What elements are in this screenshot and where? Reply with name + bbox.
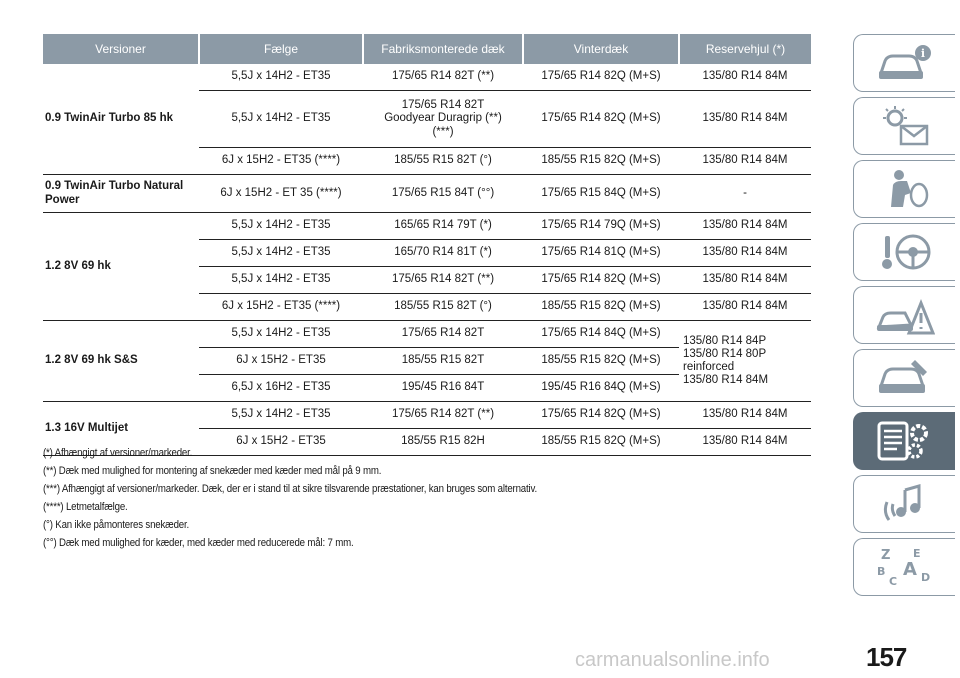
tyre-cell: 185/55 R15 82T (°): [363, 148, 523, 175]
svg-text:E: E: [912, 547, 921, 560]
header-versions: Versioner: [43, 34, 199, 64]
tyre-cell: 165/65 R14 79T (*): [363, 213, 523, 240]
spare-cell: 135/80 R14 84M: [679, 267, 811, 294]
winter-cell: 175/65 R14 82Q (M+S): [523, 267, 679, 294]
car-maintenance-icon: [875, 356, 935, 400]
table-header-row: [43, 34, 811, 64]
spare-cell: 135/80 R14 84M: [679, 240, 811, 267]
alphabetical-index-icon: [875, 545, 935, 589]
rim-cell: 5,5J x 14H2 - ET35: [199, 402, 363, 429]
table-row: [43, 213, 811, 240]
table-row: [43, 321, 811, 348]
tab-maintenance[interactable]: [853, 349, 955, 407]
svg-text:B: B: [876, 565, 885, 578]
rim-cell: 5,5J x 14H2 - ET35: [199, 321, 363, 348]
winter-cell: 185/55 R15 82Q (M+S): [523, 429, 679, 456]
spare-group-cell: [679, 321, 811, 402]
winter-cell: 185/55 R15 82Q (M+S): [523, 148, 679, 175]
version-cell: 1.2 8V 69 hk S&S: [43, 321, 199, 402]
rim-cell: 6J x 15H2 - ET35: [199, 429, 363, 456]
header-rims: Fælge: [199, 34, 363, 64]
footnote: (****) Letmetalfælge.: [43, 501, 128, 513]
spare-cell: 135/80 R14 84M: [679, 213, 811, 240]
footnotes: [43, 444, 823, 552]
spare-option: 135/80 R14 80P: [683, 347, 767, 360]
winter-cell: 175/65 R14 82Q (M+S): [523, 64, 679, 91]
rim-cell: 5,5J x 14H2 - ET35: [199, 64, 363, 91]
version-cell: 1.2 8V 69 hk: [43, 213, 199, 321]
multimedia-icon: [875, 482, 935, 526]
rim-cell: 5,5J x 14H2 - ET35: [199, 267, 363, 294]
rim-cell: 6J x 15H2 - ET35: [199, 348, 363, 375]
spare-cell: 135/80 R14 84M: [679, 148, 811, 175]
tyre-table: [43, 34, 811, 456]
winter-cell: 175/65 R14 82Q (M+S): [523, 402, 679, 429]
version-cell: 1.3 16V Multijet: [43, 402, 199, 456]
table-row: [43, 175, 811, 213]
spare-option: 135/80 R14 84M: [683, 374, 769, 387]
tyre-cell: 185/55 R15 82T: [363, 348, 523, 375]
header-spare-wheel: Reservehjul (*): [679, 34, 811, 64]
rim-cell: 5,5J x 14H2 - ET35: [199, 213, 363, 240]
svg-text:A: A: [902, 559, 917, 580]
tyre-cell: 175/65 R15 84T (°°): [363, 175, 523, 213]
tab-multimedia[interactable]: [853, 475, 955, 533]
steering-wheel-icon: [875, 230, 935, 274]
spare-cell: -: [679, 175, 811, 213]
rim-cell: 6J x 15H2 - ET35 (****): [199, 148, 363, 175]
tyre-cell: 165/70 R14 81T (*): [363, 240, 523, 267]
emergency-breakdown-icon: [875, 293, 935, 337]
spare-cell: 135/80 R14 84M: [679, 294, 811, 321]
footnote: (*) Afhængigt af versioner/markeder.: [43, 447, 193, 459]
spare-cell: 135/80 R14 84M: [679, 64, 811, 91]
rim-cell: 6J x 15H2 - ET 35 (****): [199, 175, 363, 213]
version-cell: 0.9 TwinAir Turbo Natural Power: [43, 175, 199, 213]
rim-cell: 5,5J x 14H2 - ET35: [199, 240, 363, 267]
winter-cell: 175/65 R14 79Q (M+S): [523, 213, 679, 240]
watermark: carmanualsonline.info: [575, 649, 770, 671]
tab-emergency[interactable]: [853, 286, 955, 344]
tab-warning-lights[interactable]: [853, 97, 955, 155]
svg-text:Z: Z: [880, 548, 890, 563]
winter-cell: 185/55 R15 82Q (M+S): [523, 348, 679, 375]
svg-text:D: D: [920, 571, 930, 584]
footnote: (**) Dæk med mulighed for montering af snekæder med kæder med mål på 9 mm.: [43, 465, 382, 477]
spare-cell: 135/80 R14 84M: [679, 429, 811, 456]
tab-car-info[interactable]: [853, 34, 955, 92]
svg-text:C: C: [888, 575, 897, 588]
spare-option: 135/80 R14 84P: [683, 334, 767, 347]
rim-cell: 6J x 15H2 - ET35 (****): [199, 294, 363, 321]
page-number: 157: [866, 642, 907, 672]
winter-cell: 175/65 R14 82Q (M+S): [523, 91, 679, 148]
spare-cell: 135/80 R14 84M: [679, 402, 811, 429]
tyre-table-container: [43, 34, 811, 456]
safety-airbag-icon: [875, 167, 935, 211]
header-factory-tyres: Fabriksmonterede dæk: [363, 34, 523, 64]
technical-data-icon: [875, 419, 935, 463]
tyre-cell: 175/65 R14 82T (**): [363, 402, 523, 429]
tyre-cell: 195/45 R16 84T: [363, 375, 523, 402]
tyre-cell: 175/65 R14 82T (**): [363, 267, 523, 294]
table-row: [43, 64, 811, 91]
spare-option: reinforced: [683, 361, 735, 373]
footnote: (°) Kan ikke påmonteres snekæder.: [43, 519, 190, 531]
footnote: (°°) Dæk med mulighed for kæder, med kæder med reducerede mål: 7 mm.: [43, 537, 354, 549]
version-cell: 0.9 TwinAir Turbo 85 hk: [43, 64, 199, 175]
tyre-cell: 175/65 R14 82T (**): [363, 64, 523, 91]
tab-safety[interactable]: [853, 160, 955, 218]
car-info-icon: [875, 41, 935, 85]
rim-cell: 5,5J x 14H2 - ET35: [199, 91, 363, 148]
tyre-cell: 185/55 R15 82T (°): [363, 294, 523, 321]
tab-starting-driving[interactable]: [853, 223, 955, 281]
table-row: [43, 402, 811, 429]
winter-cell: 175/65 R15 84Q (M+S): [523, 175, 679, 213]
chapter-tabs: [853, 34, 960, 601]
rim-cell: 6,5J x 16H2 - ET35: [199, 375, 363, 402]
winter-cell: 195/45 R16 84Q (M+S): [523, 375, 679, 402]
winter-cell: 175/65 R14 81Q (M+S): [523, 240, 679, 267]
warning-lights-icon: [875, 104, 935, 148]
footnote: (***) Afhængigt af versioner/markeder. Dæk, der er i stand til at sikre tilsvarende præstationer, kan bruges som alternativ.: [43, 483, 537, 495]
winter-cell: 185/55 R15 82Q (M+S): [523, 294, 679, 321]
tyre-cell: 175/65 R14 82T Goodyear Duragrip (**) (***): [363, 91, 523, 148]
tyre-cell: 175/65 R14 82T: [363, 321, 523, 348]
spare-cell: 135/80 R14 84M: [679, 91, 811, 148]
tyre-cell: 185/55 R15 82H: [363, 429, 523, 456]
tab-alphabetical-index[interactable]: [853, 538, 955, 596]
header-winter-tyres: Vinterdæk: [523, 34, 679, 64]
tab-technical-data[interactable]: [853, 412, 955, 470]
svg-text:i: i: [920, 47, 925, 60]
winter-cell: 175/65 R14 84Q (M+S): [523, 321, 679, 348]
